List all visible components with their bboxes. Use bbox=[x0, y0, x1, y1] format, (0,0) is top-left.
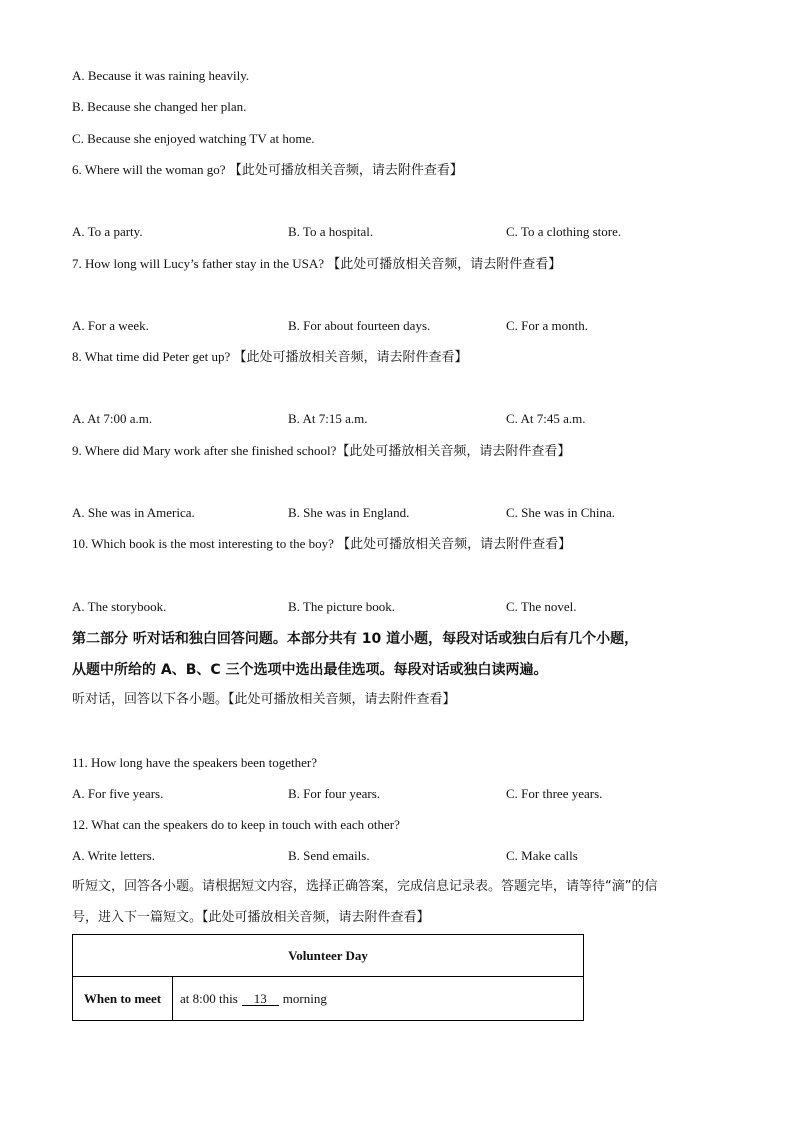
q5-option-c: C. Because she enjoyed watching TV at home. bbox=[72, 131, 315, 146]
table-title: Volunteer Day bbox=[73, 935, 583, 977]
q12-question: 12. What can the speakers do to keep in touch with each other? bbox=[72, 817, 400, 832]
q11-option-a: A. For five years. bbox=[72, 786, 164, 801]
q8-question bbox=[72, 349, 468, 366]
q11-question: 11. How long have the speakers been together? bbox=[72, 755, 317, 770]
question-text: 8. What time did Peter get up? bbox=[72, 349, 231, 364]
q9-option-c: C. She was in China. bbox=[506, 505, 616, 520]
q10-option-a: A. The storybook. bbox=[72, 599, 167, 614]
q10-option-c: C. The novel. bbox=[506, 599, 577, 614]
q6-option-c: C. To a clothing store. bbox=[506, 224, 622, 239]
passage-intro-line1: 听短文，回答各小题。请根据短文内容，选择正确答案，完成信息记录表。答题完毕，请等待“滴”的信 bbox=[72, 879, 658, 894]
q12-option-c: C. Make calls bbox=[506, 848, 578, 863]
question-text: 9. Where did Mary work after she finished school? bbox=[72, 443, 337, 458]
q8-option-c: C. At 7:45 a.m. bbox=[506, 411, 586, 426]
question-text: 6. Where will the woman go? bbox=[72, 162, 226, 177]
q7-option-c: C. For a month. bbox=[506, 318, 588, 333]
row-prefix: at 8:00 this bbox=[180, 990, 238, 1006]
q9-option-a: A. She was in America. bbox=[72, 505, 195, 520]
q11-option-b: B. For four years. bbox=[288, 786, 381, 801]
passage-intro-line2: 号，进入下一篇短文。【此处可播放相关音频，请去附件查看】 bbox=[72, 910, 430, 925]
table-row bbox=[73, 977, 583, 1020]
q6-option-a: A. To a party. bbox=[72, 224, 143, 239]
audio-note: 【此处可播放相关音频，请去附件查看】 bbox=[327, 257, 562, 272]
audio-note: 【此处可播放相关音频，请去附件查看】 bbox=[233, 350, 468, 365]
dialogue-intro: 听对话，回答以下各小题。【此处可播放相关音频，请去附件查看】 bbox=[72, 692, 456, 707]
question-text: 10. Which book is the most interesting to the boy? bbox=[72, 536, 334, 551]
q6-question bbox=[72, 162, 463, 179]
q10-option-b: B. The picture book. bbox=[288, 599, 395, 614]
part2-heading-line2: 从题中所给的 A、B、C 三个选项中选出最佳选项。每段对话或独白读两遍。 bbox=[72, 662, 548, 678]
audio-note: 【此处可播放相关音频，请去附件查看】 bbox=[337, 537, 572, 552]
volunteer-day-table bbox=[72, 934, 584, 1021]
audio-note: 【此处可播放相关音频，请去附件查看】 bbox=[228, 163, 463, 178]
q5-option-a: A. Because it was raining heavily. bbox=[72, 68, 250, 83]
q10-question bbox=[72, 536, 571, 553]
q11-option-c: C. For three years. bbox=[506, 786, 603, 801]
q8-option-a: A. At 7:00 a.m. bbox=[72, 411, 153, 426]
part2-heading-line1: 第二部分 听对话和独白回答问题。本部分共有 10 道小题，每段对话或独白后有几个小题， bbox=[72, 631, 639, 647]
row-suffix: morning bbox=[282, 990, 327, 1006]
q12-option-b: B. Send emails. bbox=[288, 848, 370, 863]
q5-option-b: B. Because she changed her plan. bbox=[72, 99, 247, 114]
q6-option-b: B. To a hospital. bbox=[288, 224, 374, 239]
row-value bbox=[173, 977, 327, 1020]
row-label: When to meet bbox=[73, 977, 173, 1020]
q9-question bbox=[72, 443, 570, 460]
q7-option-a: A. For a week. bbox=[72, 318, 149, 333]
audio-note: 【此处可播放相关音频，请去附件查看】 bbox=[336, 444, 571, 459]
q12-option-a: A. Write letters. bbox=[72, 848, 155, 863]
q7-question bbox=[72, 256, 561, 273]
answer-blank-13: 13 bbox=[242, 992, 279, 1006]
question-text: 7. How long will Lucy’s father stay in the USA? bbox=[72, 256, 325, 271]
q8-option-b: B. At 7:15 a.m. bbox=[288, 411, 368, 426]
q7-option-b: B. For about fourteen days. bbox=[288, 318, 431, 333]
q9-option-b: B. She was in England. bbox=[288, 505, 410, 520]
